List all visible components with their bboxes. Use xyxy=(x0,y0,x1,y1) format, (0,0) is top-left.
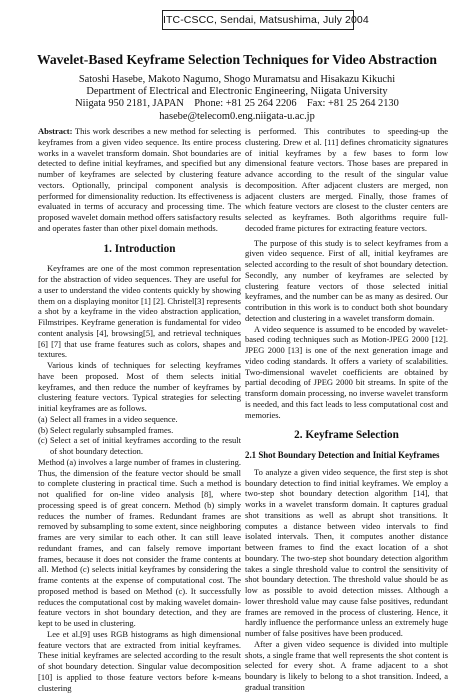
list-marker: (a) xyxy=(38,413,48,424)
paragraph: Keyframes are one of the most common representation for the abstraction of video sequences. They are useful for a user to understand the video contents quickly by showing them on a displaying monitor [1] [2]. Christel[3] represents a shot by a keyframe in the video abstraction application, Filmstripes. Keyframe generation is fundamental for video content analysis [4], browsing[5], and retrieval techniques [6] [7] that use frame features such as colors, shapes and textures. xyxy=(38,263,241,360)
abstract-label: Abstract: xyxy=(38,126,73,136)
author-names: Satoshi Hasebe, Makoto Nagumo, Shogo Muramatsu and Hisakazu Kikuchi xyxy=(78,74,396,85)
paragraph: Method (a) involves a large number of frames in clustering. Thus, the dimension of the feature vector should be small to complete clustering in practical time. Such a method is not qualified for on-line video analysis [8], where processing speed is of great concern. Method (b) simply reduces the number of frames. Redundant frames are removed by subsampling to some extent, since neighboring frames are very similar to each other. It can still leave redundant frames, and can falsely remove important frames, because it does not consider the frame contents at all. Method (c) selects initial keyframes by considering the frame contents at the expense of computational cost. The proposed method is based on Method (c). It successfully reduces the computational cost by making wavelet domain-feature vectors in shot boundary detection, and they are kept to be used in clustering. xyxy=(38,456,241,628)
paragraph: A video sequence is assumed to be encoded by wavelet-based coding techniques such as Motion-JPEG 2000 [12]. JPEG 2000 [13] is one of the next generation image and video coding standards. It offers a variety of scalabilities. Two-dimensional wavelet coefficients are obtained by partial decoding of JPEG 2000 bit streams. In spite of the transform domain processing, no inverse wavelet transform is needed, and this fact leads to less computational cost and memories. xyxy=(245,323,448,420)
list-item xyxy=(38,425,241,436)
left-column xyxy=(38,126,241,693)
list-text: Select all frames in a video sequence. xyxy=(50,413,178,424)
paragraph: Lee et al.[9] uses RGB histograms as high dimensional feature vectors that are extracted from initial keyframes. These initial keyframes are selected according to the result of shot boundary detection. Singular value decomposition [10] is applied to those feature vectors before k-means clustering xyxy=(38,628,241,693)
list-text: Select a set of initial keyframes according to the result of shot boundary detection. xyxy=(50,435,241,456)
paragraph: Various kinds of techniques for selecting keyframes have been proposed. Most of them selects initial keyframes, and then reduce the number of keyframes by clustering feature vectors. Typical strategies for selecting initial keyframes are as follows. xyxy=(38,360,241,413)
list-marker: (b) xyxy=(38,424,48,435)
author-block xyxy=(0,74,474,123)
list-marker: (c) xyxy=(38,435,48,446)
subsection-heading: 2.1 Shot Boundary Detection and Initial Keyframes xyxy=(245,450,440,460)
affiliation: Department of Electrical and Electronic Engineering, Niigata University xyxy=(86,86,388,98)
abstract-text: This work describes a new method for selecting keyframes from a given video sequence. Its entire process works in a wavelet transform domain. Shot boundaries are detected to define initial keyframes, and specified but any number of keyframes are selected by clustering feature vectors. Optionally, principal component analysis is performed for dimensionality reduction. Its effectiveness is evaluated in terms of accuracy and processing time. The proposed wavelet domain method offers satisfactory results and operates faster than other pixel domain methods. xyxy=(38,126,241,233)
list-item xyxy=(38,435,241,457)
email: hasebe@telecom0.eng.niigata-u.ac.jp xyxy=(159,110,315,122)
paragraph: The purpose of this study is to select keyframes from a given video sequence. First of all, initial keyframes are selected according to the result of shot boundary detection. Secondly, any number of keyframes are selected by clustering feature vectors of those selected initial keyframes, and the number can be as many as desired. Our contribution in this work is to conduct both shot boundary detection and clustering in a wavelet transform domain. xyxy=(245,237,448,323)
address-line: Niigata 950 2181, JAPAN Phone: +81 25 264 2206 Fax: +81 25 264 2130 xyxy=(75,98,399,110)
paragraph: is performed. This contributes to speeding-up the clustering. Drew et al. [11] defines chromaticity signatures of initial keyframes by a few bases to form low dimensional feature vectors. Those bases are prepared in advance according to the result of the singular value decomposition. After adjacent clusters are merged, non adjacent clusters are merged. Finally, those frames of which feature vectors are closest to the cluster centers are selected as keyframes. Both algorithms require full-decoded frame pictures for extracting feature vectors. xyxy=(245,126,448,233)
conference-header: ITC-CSCC, Sendai, Matsushima, July 2004 xyxy=(162,10,354,30)
list-text: Select regularly subsampled frames. xyxy=(50,424,174,435)
abstract xyxy=(38,126,241,234)
paragraph: To analyze a given video sequence, the first step is shot boundary detection to find initial keyframes. We employ a two-step shot boundary detection algorithm [14], that works in a wavelet transform domain. It captures gradual shot transitions as well as abrupt shot transitions. It computes a distance between video intervals to find isolated intervals. Then, it computes another distance between frames to find the exact location of a shot boundary. The two-step shot boundary detection algorithm takes a single threshold value to control the sensitivity of shot boundary detection. The threshold value should be as low as possible to avoid detection misses. Although a lower threshold value may cause false positives, redundant frames are removed in the process of clustering. Hence, it hardly influence the performance unless an extremely huge number of false positives have been produced. xyxy=(245,466,448,638)
paper-title: Wavelet-Based Keyframe Selection Techniques for Video Abstraction xyxy=(37,52,437,67)
list-item xyxy=(38,414,241,425)
section-heading-keyframe-selection: 2. Keyframe Selection xyxy=(294,429,399,442)
paragraph: After a given video sequence is divided into multiple shots, a single frame that well represents the shot content is selected for every shot. A frame adjacent to a shot boundary is likely to belong to a shot transition. Indeed, a gradual transition xyxy=(245,638,448,692)
right-column xyxy=(245,126,448,693)
section-heading-introduction: 1. Introduction xyxy=(103,242,176,255)
